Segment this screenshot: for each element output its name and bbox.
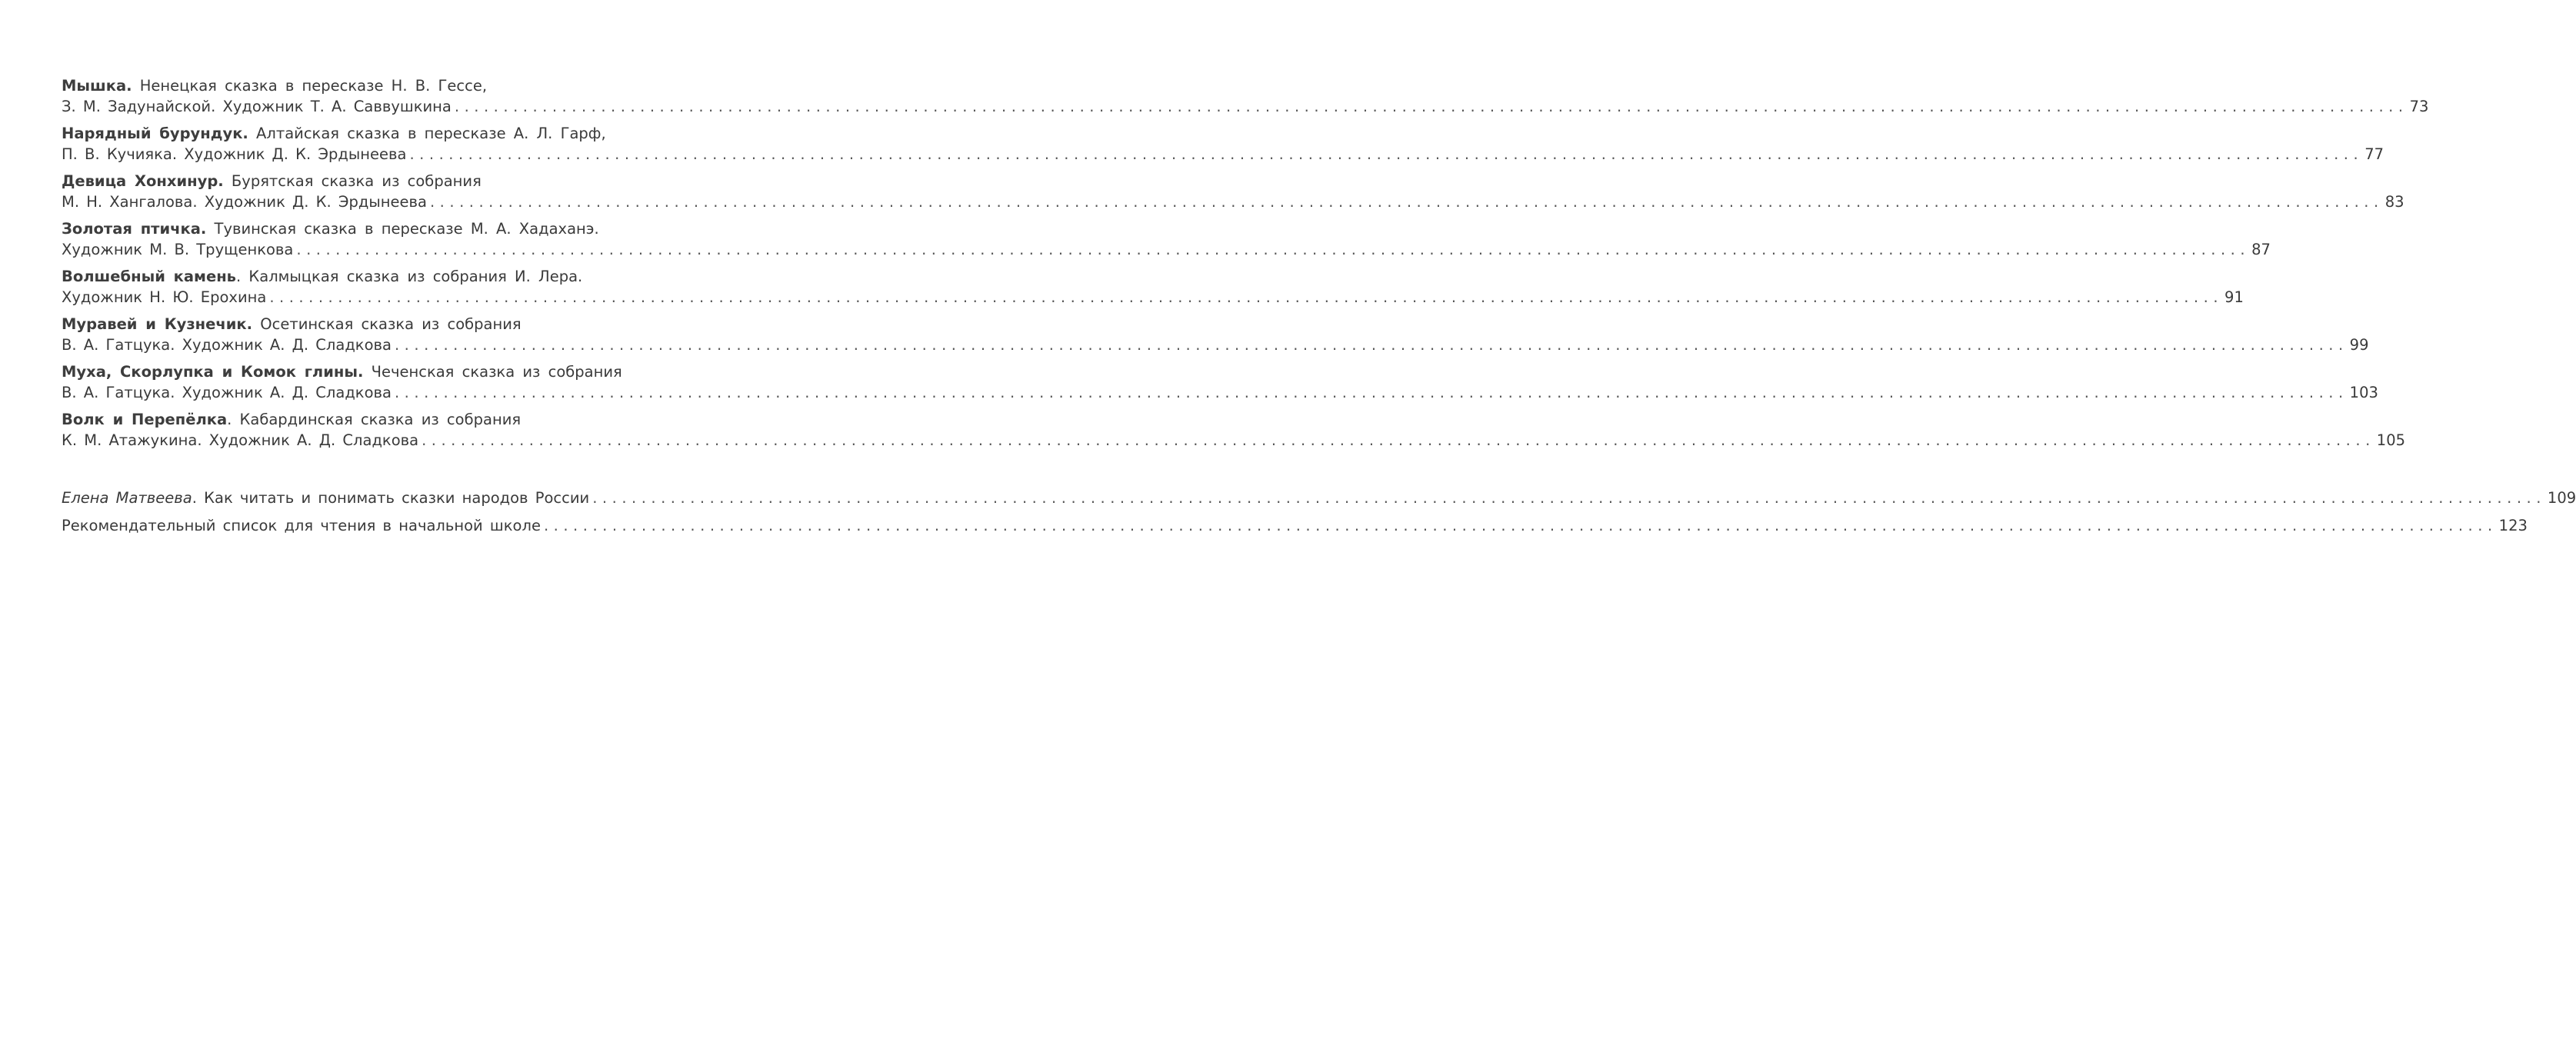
page-number: 91 [2224,288,2244,306]
page-number: 109 [2547,489,2576,507]
dot-leader: ........................................................................................................................................................................................................ [454,98,2408,115]
table-of-contents [62,75,2429,457]
toc-entry-reading-list[interactable] [62,515,2528,536]
afterword-author: Елена Матвеева [62,489,192,507]
entry-description: . Кабардинская сказка из собрания [227,411,522,428]
toc-extras [62,488,2576,543]
page-number: 103 [2349,384,2378,401]
page-number: 87 [2251,241,2271,258]
page-number: 73 [2409,98,2429,115]
toc-entry[interactable] [62,123,2384,165]
dot-leader: ........................................................................................................................................................................................................ [394,384,2348,401]
entry-credits: П. В. Кучияка. Художник Д. К. Эрдынеева [62,145,407,163]
entry-credits: Художник Н. Ю. Ерохина [62,288,267,306]
page-number: 123 [2498,517,2528,534]
page-number: 99 [2349,336,2369,354]
entry-title: Муха, Скорлупка и Комок глины. [62,363,364,381]
entry-credits: В. А. Гатцука. Художник А. Д. Сладкова [62,336,392,354]
entry-credits: В. А. Гатцука. Художник А. Д. Сладкова [62,384,392,401]
entry-title: Волк и Перепёлка [62,411,228,428]
toc-entry[interactable] [62,361,2378,403]
entry-title: Муравей и Кузнечик. [62,315,253,333]
entry-description: Бурятская сказка из собрания [223,172,482,190]
entry-credits: Художник М. В. Трущенкова [62,241,294,258]
toc-entry[interactable] [62,409,2406,451]
toc-entry[interactable] [62,171,2404,212]
entry-title: Нарядный бурундук. [62,125,248,142]
toc-entry[interactable] [62,314,2369,355]
entry-credits: М. Н. Хангалова. Художник Д. К. Эрдынеева [62,193,427,211]
dot-leader: ........................................................................................................................................................................................................ [429,193,2384,211]
dot-leader: ........................................................................................................................................................................................................ [409,145,2364,163]
dot-leader: ........................................................................................................................................................................................................ [394,336,2348,354]
page-number: 77 [2364,145,2384,163]
toc-entry-afterword[interactable] [62,488,2576,508]
dot-leader: ........................................................................................................................................................................................................ [269,288,2224,306]
dot-leader: ........................................................................................................................................................................................................ [422,431,2375,449]
dot-leader: ........................................................................................................................................................................................................ [592,489,2546,507]
toc-entry[interactable] [62,75,2429,117]
dot-leader: ........................................................................................................................................................................................................ [543,517,2498,534]
entry-description: Чеченская сказка из собрания [363,363,622,381]
entry-title: Золотая птичка. [62,220,207,238]
afterword-title: . Как читать и понимать сказки народов России [192,489,590,507]
dot-leader: ........................................................................................................................................................................................................ [296,241,2251,258]
entry-title: Девица Хонхинур. [62,172,224,190]
entry-description: Тувинская сказка в пересказе М. А. Хадаханэ. [206,220,599,238]
reading-list-title: Рекомендательный список для чтения в начальной школе [62,517,541,534]
entry-title: Мышка. [62,77,132,95]
page-number: 83 [2384,193,2404,211]
entry-description: Ненецкая сказка в пересказе Н. В. Гессе, [132,77,488,95]
entry-credits: З. М. Задунайской. Художник Т. А. Саввушкина [62,98,452,115]
toc-entry[interactable] [62,266,2244,308]
entry-description: Осетинская сказка из собрания [252,315,522,333]
entry-description: . Калмыцкая сказка из собрания И. Лера. [236,268,583,285]
entry-description: Алтайская сказка в пересказе А. Л. Гарф, [248,125,606,142]
entry-credits: К. М. Атажукина. Художник А. Д. Сладкова [62,431,419,449]
entry-title: Волшебный камень [62,268,237,285]
page-number: 105 [2376,431,2406,449]
toc-entry[interactable] [62,218,2271,260]
